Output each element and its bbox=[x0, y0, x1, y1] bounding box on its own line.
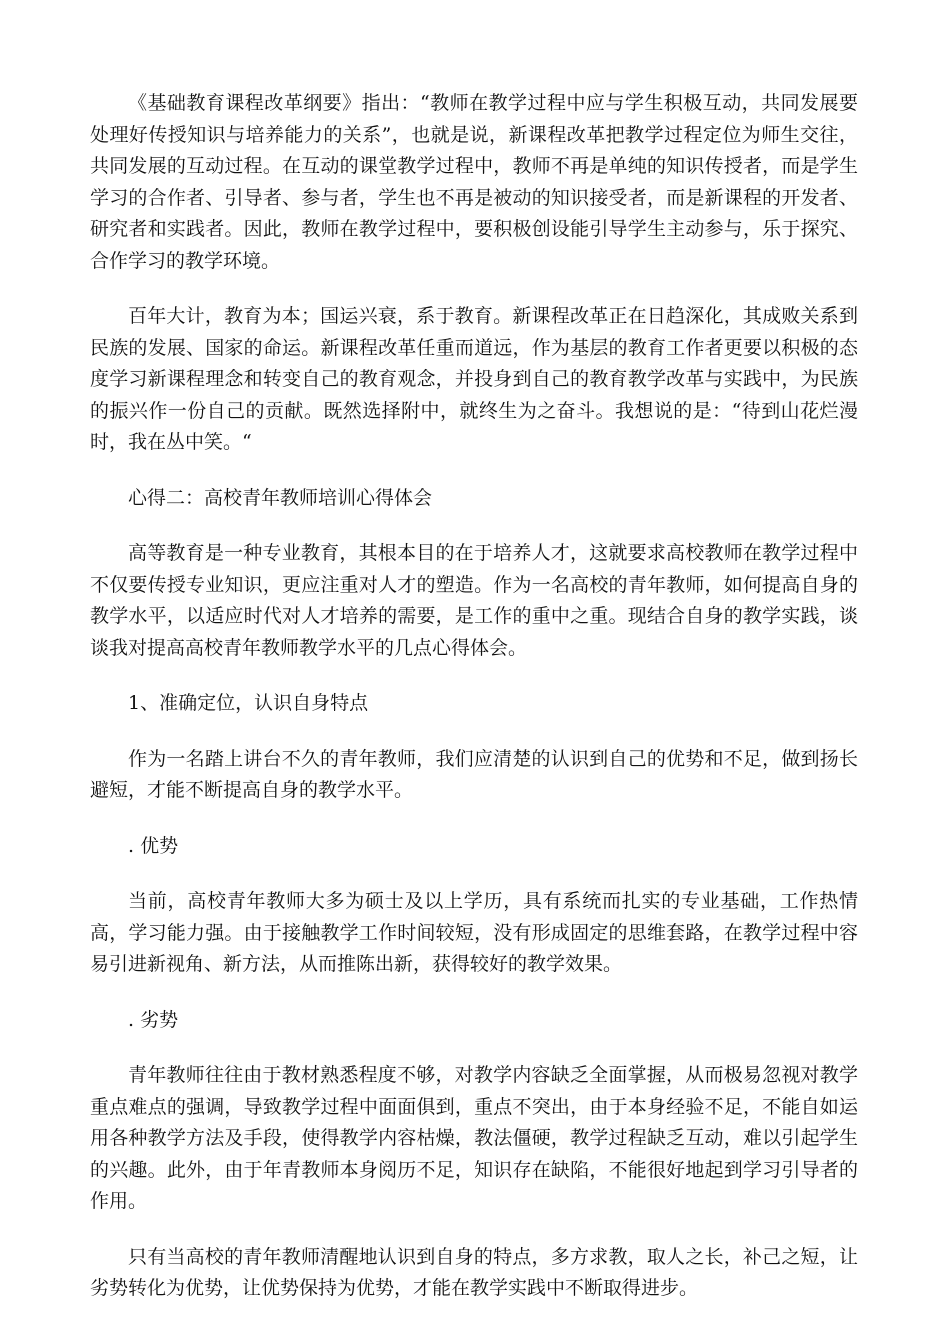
paragraph-education-foundation: 百年大计，教育为本；国运兴衰，系于教育。新课程改革正在日趋深化，其成败关系到民族的发展、国家的命运。新课程改革任重而道远，作为基层的教育工作者更要以积极的态度学习新课程理念和转变自己的教育观念，并投身到自己的教育教学改革与实践中，为民族的振兴作一份自己的贡献。既然选择附中，就终生为之奋斗。我想说的是：“待到山花烂漫时，我在丛中笑。“ bbox=[90, 305, 858, 453]
paragraph-weaknesses: 青年教师往往由于教材熟悉程度不够，对教学内容缺乏全面掌握，从而极易忽视对教学重点难点的强调，导致教学过程中面面俱到，重点不突出，由于本身经验不足，不能自如运用各种教学方法及手段，使得教学内容枯燥，教法僵硬，教学过程缺乏互动，难以引起学生的兴趣。此外，由于年青教师本身阅历不足，知识存在缺陷，不能很好地起到学习引导者的作用。 bbox=[90, 1064, 858, 1212]
subheading-positioning: 1、准确定位，认识自身特点 bbox=[128, 692, 369, 714]
subheading-strengths: . 优势 bbox=[128, 834, 179, 857]
paragraph-conclusion: 只有当高校的青年教师清醒地认识到自身的特点，多方求教，取人之长，补己之短，让劣势转化为优势，让优势保持为优势，才能在教学实践中不断取得进步。 bbox=[90, 1245, 858, 1299]
paragraph-higher-education: 高等教育是一种专业教育，其根本目的在于培养人才，这就要求高校教师在教学过程中不仅要传授专业知识，更应注重对人才的塑造。作为一名高校的青年教师，如何提高自身的教学水平，以适应时代对人才培养的需要，是工作的重中之重。现结合自身的教学实践，谈谈我对提高高校青年教师教学水平的几点心得体会。 bbox=[90, 542, 858, 659]
document-page bbox=[90, 88, 858, 1329]
paragraph-strengths-weaknesses-intro: 作为一名踏上讲台不久的青年教师，我们应清楚的认识到自己的优势和不足，做到扬长避短，才能不断提高自身的教学水平。 bbox=[90, 747, 858, 801]
paragraph-strengths: 当前，高校青年教师大多为硕士及以上学历，具有系统而扎实的专业基础，工作热情高，学习能力强。由于接触教学工作时间较短，没有形成固定的思维套路，在教学过程中容易引进新视角、新方法，从而推陈出新，获得较好的教学效果。 bbox=[90, 890, 858, 975]
section-heading-insight-two: 心得二：高校青年教师培训心得体会 bbox=[128, 486, 433, 509]
paragraph-curriculum-reform: 《基础教育课程改革纲要》指出：“教师在教学过程中应与学生积极互动，共同发展要处理好传授知识与培养能力的关系”，也就是说，新课程改革把教学过程定位为师生交往，共同发展的互动过程。在互动的课堂教学过程中，教师不再是单纯的知识传授者，而是学生学习的合作者、引导者、参与者，学生也不再是被动的知识接受者，而是新课程的开发者、研究者和实践者。因此，教师在教学过程中，要积极创设能引导学生主动参与，乐于探究、合作学习的教学环境。 bbox=[90, 92, 858, 272]
subheading-weaknesses: . 劣势 bbox=[128, 1008, 179, 1031]
